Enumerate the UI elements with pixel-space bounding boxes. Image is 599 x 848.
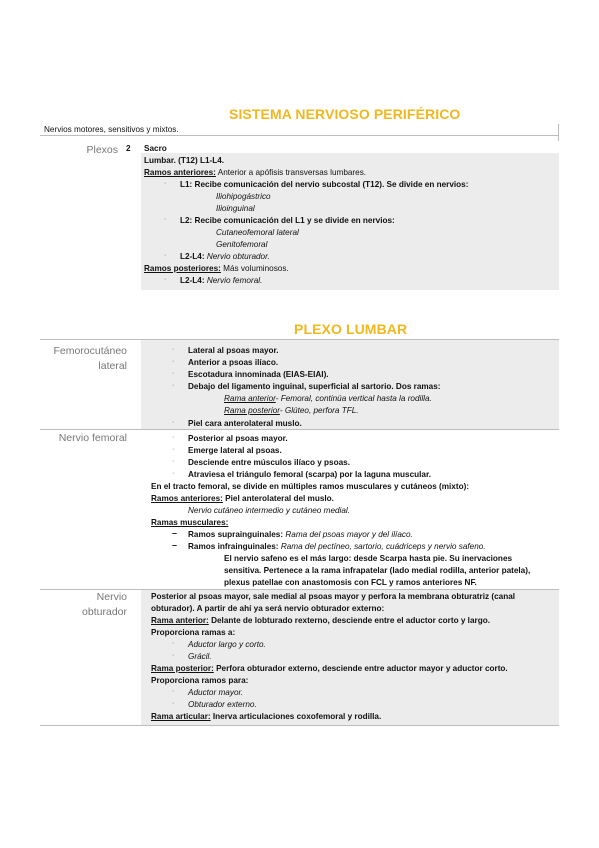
- femoral-suprainguinales: Ramos suprainguinales: Rama del psoas mayor y del ilíaco.: [188, 530, 413, 539]
- row-label-femorocutaneo: Femorocutáneo lateral: [53, 345, 127, 372]
- obt-aductor-largo: Aductor largo y corto.: [188, 640, 266, 649]
- row-label-femoral: Nervio femoral: [58, 432, 127, 444]
- safeno-line-1: El nervio safeno es el más largo: desde Scarpa hasta pie. Su inervaciones: [224, 554, 513, 563]
- obt-line-2: obturador). A partir de ahí ya será nervio obturador externo:: [151, 604, 385, 613]
- fem-bullet-1: Lateral al psoas mayor.: [188, 346, 279, 355]
- fem-rama-anterior: Rama anterior- Femoral, continúa vertical hasta la rodilla.: [224, 394, 432, 403]
- section-title: PLEXO LUMBAR: [294, 321, 408, 337]
- fem-rama-posterior: Rama posterior- Glúteo, perfora TFL.: [224, 406, 359, 415]
- ramos-posteriores-line: Ramos posteriores: Más voluminosos.: [144, 264, 289, 273]
- ramos-anteriores-line: Ramos anteriores: Anterior a apófisis transversas lumbares.: [144, 168, 367, 177]
- femoral-ramos-anteriores: Ramos anteriores: Piel anterolateral del muslo.: [151, 494, 334, 503]
- femoral-ramas-musculares: Ramas musculares:: [151, 518, 229, 527]
- obt-rama-posterior: Rama posterior: Perfora obturador externo, desciende entre aductor mayor y aductor corto.: [151, 664, 508, 673]
- obt-rama-anterior: Rama anterior: Delante de lobturado rexterno, desciende entre el aductor corto y largo.: [151, 616, 490, 625]
- femoral-infrainguinales: Ramos infrainguinales: Rama del pectíneo, sartorio, cuádriceps y nervio safeno.: [188, 542, 486, 551]
- femoral-bullet-1: Posterior al psoas mayor.: [188, 434, 288, 443]
- item-lumbar: Lumbar. (T12) L1-L4.: [144, 156, 225, 165]
- divider: [40, 135, 559, 136]
- obt-gracil: Grácil.: [188, 652, 212, 661]
- nerve-iliohipogastrico: Iliohipogástrico: [216, 192, 271, 201]
- intro-text: Nervios motores, sensitivos y mixtos.: [44, 125, 179, 134]
- l2l4-obturador-line: L2-L4: Nervio obturador.: [180, 252, 270, 261]
- l1-line: L1: Recibe comunicación del nervio subcostal (T12). Se divide en nervios:: [180, 180, 469, 189]
- row-label-obturador: Nervio obturador: [82, 591, 127, 618]
- fem-bullet-4: Debajo del ligamento inguinal, superficial al sartorio. Dos ramas:: [188, 382, 441, 391]
- row-label-plexos: Plexos: [86, 144, 118, 156]
- divider: [40, 725, 559, 726]
- femoral-cutaneo: Nervio cutáneo intermedio y cutáneo medial.: [188, 506, 351, 515]
- divider: [558, 124, 559, 141]
- obt-proporciona-2: Proporciona ramos para:: [151, 676, 249, 685]
- obt-rama-articular: Rama articular: Inerva articulaciones coxofemoral y rodilla.: [151, 712, 382, 721]
- fem-bullet-5: Piel cara anterolateral muslo.: [188, 419, 302, 428]
- fem-bullet-3: Escotadura innominada (EIAS-EIAI).: [188, 370, 329, 379]
- femoral-line: En el tracto femoral, se divide en múltiples ramos musculares y cutáneos (mixto):: [151, 482, 470, 491]
- fem-bullet-2: Anterior a psoas ilíaco.: [188, 358, 279, 367]
- safeno-line-3: plexus patellae con anastomosis con FCL y ramos anteriores NF.: [224, 578, 477, 587]
- obt-obturador-externo: Obturador externo.: [188, 700, 257, 709]
- nerve-cutaneofemoral: Cutaneofemoral lateral: [216, 228, 299, 237]
- row-number: 2: [126, 144, 131, 153]
- safeno-line-2: sensitiva. Pertenece a la rama infrapatelar (lado medial rodilla, anterior patela),: [224, 566, 531, 575]
- obt-proporciona-1: Proporciona ramas a:: [151, 628, 236, 637]
- page-title: SISTEMA NERVIOSO PERIFÉRICO: [229, 106, 461, 122]
- nerve-ilioinguinal: Ilioinguinal: [216, 204, 255, 213]
- item-sacro: Sacro: [144, 144, 167, 153]
- nerve-genitofemoral: Genitofemoral: [216, 240, 268, 249]
- femoral-bullet-3: Desciende entre músculos ilíaco y psoas.: [188, 458, 350, 467]
- l2-line: L2: Recibe comunicación del L1 y se divide en nervios:: [180, 216, 395, 225]
- femoral-bullet-4: Atraviesa el triángulo femoral (scarpa) por la laguna muscular.: [188, 470, 431, 479]
- obt-aductor-mayor: Aductor mayor.: [188, 688, 244, 697]
- femoral-bullet-2: Emerge lateral al psoas.: [188, 446, 282, 455]
- l2l4-femoral-line: L2-L4: Nervio femoral.: [180, 276, 263, 285]
- obt-line-1: Posterior al psoas mayor, sale medial al psoas mayor y perfora la membrana obturatriz (canal: [151, 592, 516, 601]
